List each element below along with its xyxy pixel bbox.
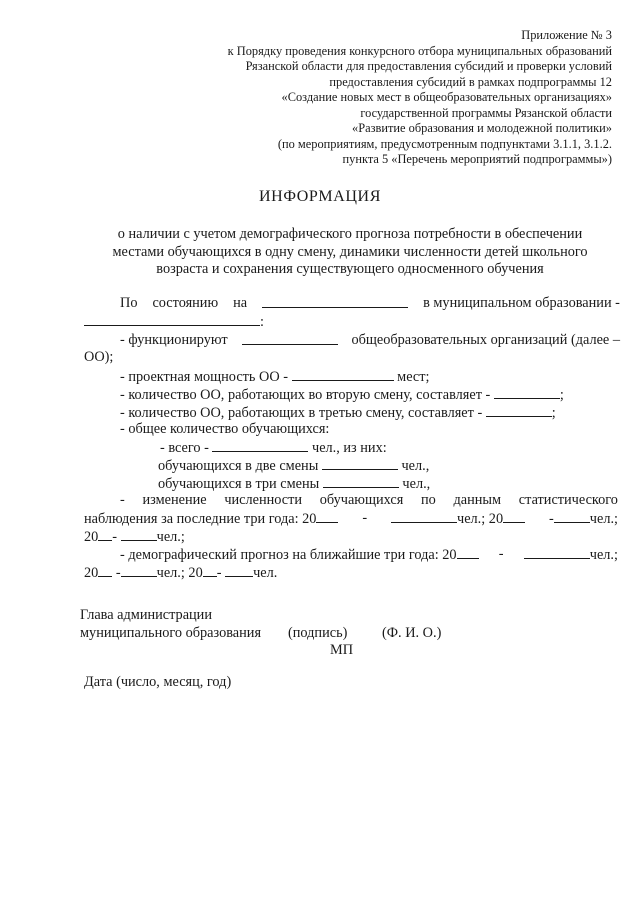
second-shift-line <box>120 385 564 404</box>
second-shift-pre: - количество ОО, работающих во вторую смену, составляет - <box>120 387 491 403</box>
year-blank[interactable] <box>457 545 479 559</box>
stamp-mark: МП <box>330 642 354 658</box>
year-blank[interactable] <box>98 527 112 541</box>
signature-sign: (подпись) <box>288 625 348 641</box>
year-blank[interactable] <box>98 563 112 577</box>
change-dash-2: - <box>549 511 554 527</box>
second-shift-blank[interactable] <box>494 385 560 399</box>
state-post: в муниципальном образовании - <box>423 295 620 311</box>
state-line <box>120 294 620 312</box>
two-shifts-blank[interactable] <box>322 456 398 470</box>
appendix-header <box>172 28 612 168</box>
third-shift-blank[interactable] <box>486 403 552 417</box>
change-count-blank[interactable] <box>391 509 457 523</box>
forecast-line <box>120 545 618 564</box>
forecast-count-blank[interactable] <box>121 563 157 577</box>
change-line-2 <box>84 509 618 528</box>
two-shifts-line <box>158 456 429 475</box>
forecast2-pre: 20 <box>84 565 99 581</box>
year-blank[interactable] <box>203 563 217 577</box>
appendix-number: Приложение № 3 <box>521 28 612 42</box>
municipality-blank[interactable] <box>84 312 260 326</box>
appendix-line: «Развитие образования и молодежной политики» <box>352 121 612 135</box>
change-count-blank[interactable] <box>554 509 590 523</box>
forecast-dash: - <box>498 546 504 562</box>
capacity-post: мест; <box>397 369 430 385</box>
total-line <box>160 438 387 457</box>
date-blank[interactable] <box>262 294 408 308</box>
capacity-blank[interactable] <box>292 367 394 381</box>
year-blank[interactable] <box>316 509 338 523</box>
change-count-blank[interactable] <box>121 527 157 541</box>
functioning-post: общеобразовательных организаций (далее – <box>351 332 620 348</box>
change-dash: - <box>362 510 368 526</box>
appendix-line: (по мероприятиям, предусмотренным подпунктами 3.1.1, 3.1.2. <box>277 136 612 151</box>
third-shift-post: ; <box>551 405 556 421</box>
change-line <box>120 491 618 509</box>
subtitle-line: местами обучающихся в одну смену, динамики численности детей школьного <box>112 243 588 260</box>
appendix-line: Рязанской области для предоставления субсидий и проверки условий <box>245 59 612 73</box>
change-line-3 <box>84 527 185 546</box>
capacity-pre: - проектная мощность ОО - <box>120 369 288 385</box>
change-word: обучающихся <box>319 492 404 508</box>
total-pre: - всего - <box>160 440 209 456</box>
forecast-line-2 <box>84 563 277 582</box>
forecast2-dash-2: - <box>216 565 222 581</box>
forecast2-chel: чел.; 20 <box>156 565 203 581</box>
forecast2-post: чел. <box>253 565 278 581</box>
signature-municipality: муниципального образования <box>80 625 262 641</box>
appendix-line: к Порядку проведения конкурсного отбора муниципальных образований <box>227 43 612 58</box>
capacity-line <box>120 367 429 386</box>
change-line3-dash: - <box>112 529 118 545</box>
three-shifts-blank[interactable] <box>323 474 399 488</box>
municipality-colon: : <box>260 314 264 330</box>
change-word: данным <box>453 492 502 508</box>
change-line3-post: чел.; <box>156 529 185 545</box>
state-pre: По <box>120 295 138 311</box>
forecast2-dash: - <box>115 565 121 581</box>
two-shifts-post: чел., <box>401 458 430 474</box>
change-word: по <box>421 492 436 508</box>
municipality-line <box>84 312 264 331</box>
appendix-line: государственной программы Рязанской области <box>360 105 612 120</box>
functioning-pre: - функционируют <box>120 332 228 348</box>
change-pre: наблюдения за последние три года: 20 <box>84 511 317 527</box>
forecast-post: чел.; <box>589 547 618 563</box>
forecast-pre: - демографический прогноз на ближайшие три года: 20 <box>120 547 457 563</box>
appendix-line: пункта 5 «Перечень мероприятий подпрограммы») <box>342 152 612 166</box>
appendix-line: «Создание новых мест в общеобразовательных организациях» <box>281 90 612 104</box>
signature-title: Глава администрации <box>80 607 212 623</box>
year-blank[interactable] <box>503 509 525 523</box>
subtitle-line: возраста и сохранения существующего односменного обучения <box>156 261 544 277</box>
change-chel-2: чел.; <box>589 511 618 527</box>
change-word: - <box>120 492 125 508</box>
appendix-line: предоставления субсидий в рамках подпрограммы 12 <box>329 74 612 89</box>
document-title: ИНФОРМАЦИЯ <box>259 188 381 205</box>
two-shifts-pre: обучающихся в две смены <box>158 458 319 474</box>
change-line3-pre: 20 <box>84 529 99 545</box>
state-word: состоянию <box>152 295 219 311</box>
change-chel: чел.; 20 <box>457 511 504 527</box>
total-blank[interactable] <box>212 438 308 452</box>
signature-fio: (Ф. И. О.) <box>382 625 442 641</box>
forecast-count-blank[interactable] <box>225 563 253 577</box>
change-word: численности <box>224 492 303 508</box>
state-na: на <box>233 295 248 311</box>
subtitle-line: о наличии с учетом демографического прогноза потребности в обеспечении <box>117 226 583 242</box>
oo-line: ОО); <box>84 349 114 365</box>
total-students-heading: - общее количество обучающихся: <box>120 421 330 437</box>
date-label: Дата (число, месяц, год) <box>84 674 232 690</box>
third-shift-pre: - количество ОО, работающих в третью смену, составляет - <box>120 405 483 421</box>
change-word: статистического <box>518 492 618 508</box>
total-post: чел., из них: <box>312 440 387 456</box>
second-shift-post: ; <box>559 387 564 403</box>
change-word: изменение <box>142 492 207 508</box>
three-shifts-pre: обучающихся в три смены <box>158 476 320 492</box>
document-subtitle <box>100 226 600 279</box>
forecast-count-blank[interactable] <box>524 545 590 559</box>
functioning-line <box>120 331 620 349</box>
three-shifts-post: чел., <box>402 476 431 492</box>
functioning-blank[interactable] <box>242 331 338 345</box>
